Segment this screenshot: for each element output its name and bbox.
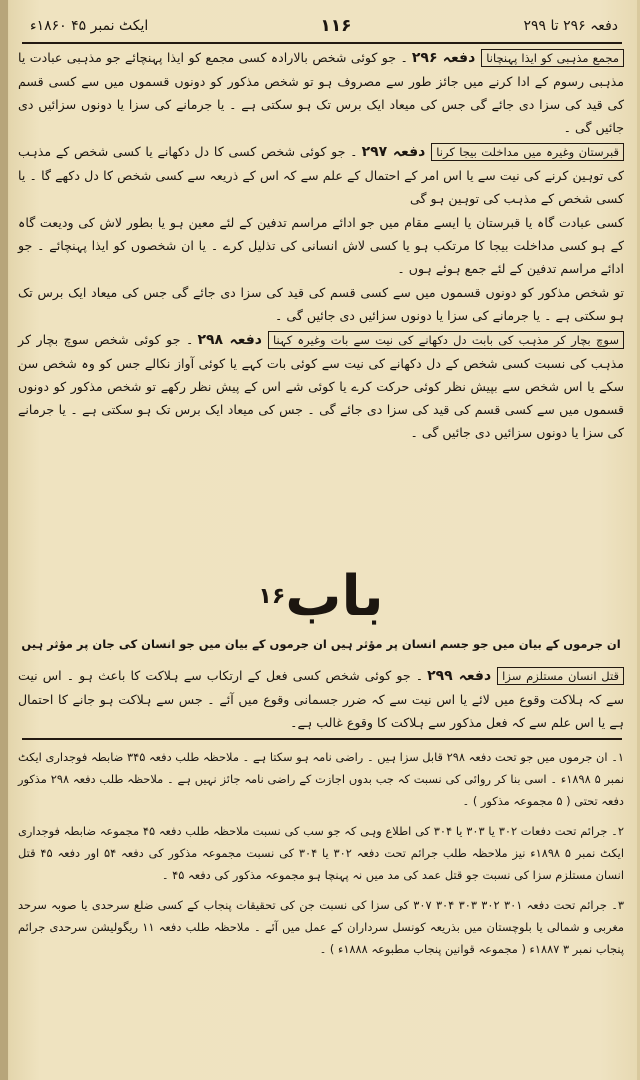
section-296: [18, 46, 624, 139]
section-299: [18, 664, 624, 734]
chapter-number: ۱۶: [258, 584, 286, 609]
chapter-title: [18, 566, 624, 628]
chapter-subtitle: ان جرموں کے بیان میں جو جسم انسان پر مؤثر ہیں ان جرموں کے بیان میں جو انسان کی جان پر مؤثر ہیں: [21, 637, 621, 651]
footnote-1: ۱۔ ان جرموں میں جو تحت دفعہ ۲۹۸ قابل سزا ہیں ۔ راضی نامہ ہو سکتا ہے ۔ ملاحظہ طلب دفعہ ۳۴۵ ضابطہ فوجداری ایکٹ نمبر ۵ ۱۸۹۸ء ۔ اسی بنا کر روائی کی نسبت کہ جب بدوں اجازت کے راضی نامہ جائز نہیں ہے ۔ ملاحظہ طلب دفعہ ۲۹۸ مذکور دفعہ تحتی ( ۵ مجموعہ مذکور ) ۔: [18, 750, 625, 808]
footnotes: [18, 746, 624, 968]
section-298: [18, 328, 624, 444]
section-297-clause: کسی عبادت گاہ یا قبرستان یا ایسے مقام میں جو ادائے مراسم تدفین کے لئے معین ہو یا بطور لاش کی ودیعت گاہ کے ہو کسی مداخلت بیجا کا مرتکب ہو یا کسی لاش انسانی کی تذلیل کرے ۔ یا ان شخصوں کو ایذا پہنچائے ۔ جو ادائے مراسم تدفین کے لئے جمع ہوئے ہوں ۔: [18, 215, 624, 276]
section-298-number: دفعہ ۲۹۸: [197, 332, 262, 348]
section-296-number: دفعہ ۲۹۶: [411, 50, 476, 66]
header-rule: [22, 42, 622, 44]
section-297-text: ۔ جو کوئی شخص کسی کا دل دکھانے یا کسی شخص کے مذہب کی توہین کرنے کی نیت سے یا اس امر کے احتمال کے علم سے کہ اس کے ذریعہ سے کسی شخص کا دل دکھے گا ۔ یا کسی شخص کے مذہب کی توہین ہو گی: [18, 144, 624, 206]
page-binding-edge: [0, 0, 8, 1080]
section-296-marginal-note: مجمع مذہبی کو ایذا پہنچانا: [481, 49, 624, 67]
section-299-number: دفعہ ۲۹۹: [427, 668, 492, 684]
section-299-marginal-note: قتل انسان مستلزم سزا: [497, 667, 624, 685]
header-act-number: ایکٹ نمبر ۴۵ ۱۸۶۰ء: [30, 18, 149, 34]
footnote-rule: [22, 738, 622, 740]
footnote-3: ۳۔ جرائم تحت دفعہ ۳۰۱ ۳۰۲ ۳۰۳ ۳۰۴ ۳۰۷ کی سزا کی نسبت جن کی تحقیقات پنجاب کے کسی ضلع سرحدی یا صوبہ سرحد مغربی و شمالی یا بلوچستان میں بذریعہ کونسل سرداران کے عمل میں آئے ۔ ملاحظہ طلب دفعہ ۱۱ ریگولیشن سرحدی جرائم پنجاب نمبر ۳ ۱۸۸۷ء ( مجموعہ قوانین پنجاب مطبوعہ ۱۸۸۸ء ) ۔: [18, 898, 624, 956]
page-number: ۱۱۶: [320, 16, 352, 36]
running-header: [30, 14, 618, 38]
section-298-text: ۔ جو کوئی شخص سوچ بچار کر مذہب کی نسبت کسی شخص کے دل دکھانے کی نیت سے کوئی بات کہے یا کوئی آواز نکالے جس کو وہ شخص سن سکے یا اس شخص سے بپیش نظر کوئی حرکت کرے یا کوئی شے اس کے پیش نظر رکھے تو شخص مذکور کو دونوں قسموں میں سے کسی قسم کی قید کی سزا دی جائے گی ۔ جس کی میعاد ایک برس تک ہو سکتی ہے ۔ یا جرمانے کی سزا یا دونوں سزائیں دی جائیں گی ۔: [18, 332, 624, 440]
chapter-word: باب: [285, 564, 384, 629]
section-297-number: دفعہ ۲۹۷: [361, 144, 426, 160]
section-296-text: ۔ جو کوئی شخص بالارادہ کسی مجمع کو ایذا پہنچائے جو مذہبی عبادت یا مذہبی رسوم کے ادا کرنے میں جائز طور سے مصروف ہو تو شخص مذکور کو دونوں قسموں میں سے کسی قسم کی قید کی سزا دی جائے گی جس کی میعاد ایک برس تک ہو سکتی ہے ۔ یا جرمانے کی سزا یا دونوں سزائیں دی جائیں گی ۔: [18, 50, 624, 135]
section-297-marginal-note: قبرستان وغیرہ میں مداخلت بیجا کرنا: [431, 143, 624, 161]
header-section-range: دفعہ ۲۹۶ تا ۲۹۹: [523, 18, 618, 34]
footnote-2: ۲۔ جرائم تحت دفعات ۳۰۲ یا ۳۰۳ یا ۳۰۴ کی اطلاع وہی کہ جو سب کی نسبت ملاحظہ طلب دفعہ ۴۵ مجموعہ ضابطہ فوجداری ایکٹ نمبر ۵ ۱۸۹۸ء نیز ملاحظہ طلب جرائم تحت دفعہ ۳۰۲ یا ۳۰۴ کی نسبت مجموعہ مذکور کی دفعہ ۵۴ اور دفعہ ۴۵ قتل انسان مستلزم سزا کی نسبت جو قتل عمد کی مد میں نہ پہنچا ہو مجموعہ مذکور کی دفعہ ۴۵ ۔: [18, 824, 624, 882]
section-298-marginal-note: سوچ بچار کر مذہب کی بابت دل دکھانے کی نیت سے بات وغیرہ کہنا: [268, 331, 624, 349]
section-297-penalty: تو شخص مذکور کو دونوں قسموں میں سے کسی قسم کی قید کی سزا دی جائے گی جس کی میعاد ایک برس تک ہو سکتی ہے ۔ یا جرمانے کی سزا یا دونوں سزائیں دی جائیں گی ۔: [18, 285, 624, 323]
chapter-heading: [18, 566, 624, 734]
sections-body: [18, 46, 624, 444]
section-297: [18, 140, 624, 210]
section-299-text: ۔ جو کوئی شخص کسی فعل کے ارتکاب سے ہلاکت کا باعث ہو ۔ اس نیت سے کہ ہلاکت وقوع میں لائے یا اس نیت سے کہ ضرر جسمانی وقوع میں آئے ۔ جس سے ہلاکت ہو جانے کا احتمال ہے یا اس علم سے کہ فعل مذکور سے ہلاکت کا وقوع غالب ہے۔: [18, 668, 624, 730]
